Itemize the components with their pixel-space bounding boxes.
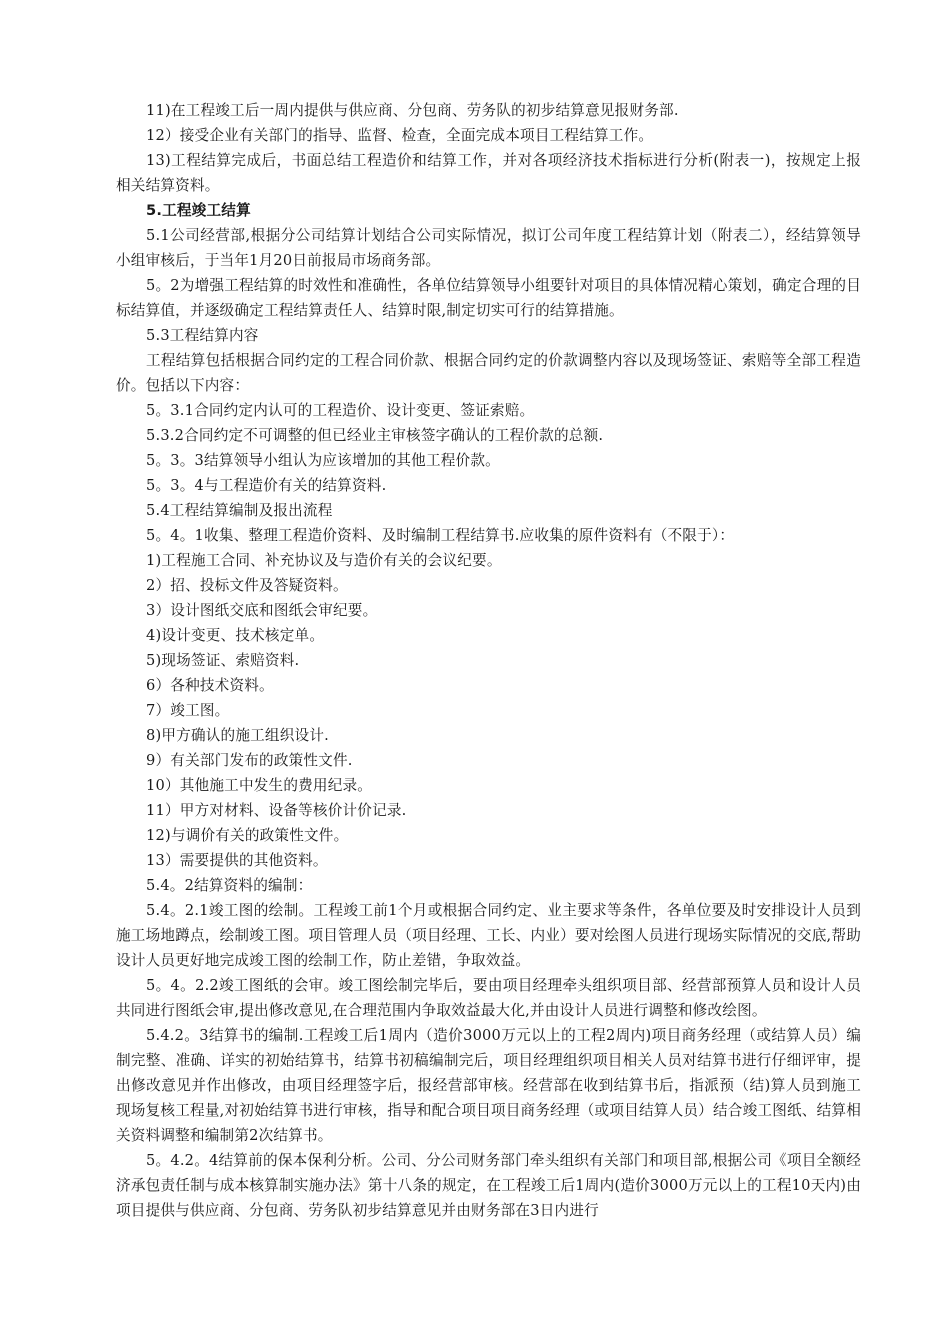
subsection-title: 5.4。2结算资料的编制： — [146, 877, 313, 894]
subsection-title: 5.3工程结算内容 — [146, 327, 259, 344]
paragraph: 5。2为增强工程结算的时效性和准确性，各单位结算领导小组要针对项目的具体情况精心策划，确定合理的目标结算值，并逐级确定工程结算责任人、结算时限,制定切实可行的结算措施。 — [116, 277, 861, 319]
list-item: 1)工程施工合同、补充协议及与造价有关的会议纪要。 — [146, 552, 502, 569]
list-item: 4)设计变更、技术核定单。 — [146, 627, 325, 644]
list-item: 7）竣工图。 — [146, 702, 230, 719]
list-item: 5。3。4与工程造价有关的结算资料. — [146, 477, 387, 494]
paragraph: 5.4。2.1竣工图的绘制。工程竣工前1个月或根据合同约定、业主要求等条件，各单位要及时安排设计人员到施工场地蹲点，绘制竣工图。项目管理人员（项目经理、工长、内业）要对绘图人员进行现场实际情况的交底,帮助设计人员更好地完成竣工图的绘制工作，防止差错，争取效益。 — [116, 902, 861, 969]
list-item: 6）各种技术资料。 — [146, 677, 274, 694]
list-item: 12)与调价有关的政策性文件。 — [146, 827, 349, 844]
document-body — [116, 98, 861, 1223]
list-item: 9）有关部门发布的政策性文件. — [146, 752, 353, 769]
paragraph: 5.1公司经营部,根据分公司结算计划结合公司实际情况，拟订公司年度工程结算计划（附表二），经结算领导小组审核后，于当年1月20日前报局市场商务部。 — [116, 227, 861, 269]
list-item: 3）设计图纸交底和图纸会审纪要。 — [146, 602, 378, 619]
list-item: 5)现场签证、索赔资料. — [146, 652, 300, 669]
paragraph: 5。4.2。4结算前的保本保利分析。公司、分公司财务部门牵头组织有关部门和项目部,根据公司《项目全额经济承包责任制与成本核算制实施办法》第十八条的规定，在工程竣工后1周内(造价3000万元以上的工程10天内)由项目提供与供应商、分包商、劳务队初步结算意见并由财务部在3日内进行 — [116, 1152, 861, 1219]
paragraph: 工程结算包括根据合同约定的工程合同价款、根据合同约定的价款调整内容以及现场签证、索赔等全部工程造价。包括以下内容： — [116, 352, 861, 394]
paragraph: 12）接受企业有关部门的指导、监督、检查，全面完成本项目工程结算工作。 — [146, 127, 654, 144]
list-item: 10）其他施工中发生的费用纪录。 — [146, 777, 373, 794]
list-item: 8)甲方确认的施工组织设计. — [146, 727, 329, 744]
list-item: 5。3。3结算领导小组认为应该增加的其他工程价款。 — [146, 452, 500, 469]
list-item: 5.3.2合同约定不可调整的但已经业主审核签字确认的工程价款的总额. — [146, 427, 604, 444]
list-item: 11）甲方对材料、设备等核价计价记录. — [146, 802, 407, 819]
paragraph: 13)工程结算完成后，书面总结工程造价和结算工作，并对各项经济技术指标进行分析(附表一)，按规定上报相关结算资料。 — [116, 152, 861, 194]
list-item: 2）招、投标文件及答疑资料。 — [146, 577, 348, 594]
paragraph: 11)在工程竣工后一周内提供与供应商、分包商、劳务队的初步结算意见报财务部. — [146, 102, 679, 119]
list-item: 5。3.1合同约定内认可的工程造价、设计变更、签证索赔。 — [146, 402, 535, 419]
paragraph: 5.4.2。3结算书的编制.工程竣工后1周内（造价3000万元以上的工程2周内)项目商务经理（或结算人员）编制完整、准确、详实的初始结算书，结算书初稿编制完后，项目经理组织项目相关人员对结算书进行仔细评审，提出修改意见并作出修改，由项目经理签字后，报经营部审核。经营部在收到结算书后，指派预（结)算人员到施工现场复核工程量,对初始结算书进行审核，指导和配合项目项目商务经理（或项目结算人员）结合竣工图纸、结算相关资料调整和编制第2次结算书。 — [116, 1027, 861, 1144]
paragraph: 5。4。1收集、整理工程造价资料、及时编制工程结算书.应收集的原件资料有（不限于）： — [146, 527, 735, 544]
paragraph: 5。4。2.2竣工图纸的会审。竣工图绘制完毕后，要由项目经理牵头组织项目部、经营部预算人员和设计人员共同进行图纸会审,提出修改意见,在合理范围内争取效益最大化,并由设计人员进行调整和修改绘图。 — [116, 977, 861, 1019]
section-heading: 5.工程竣工结算 — [146, 202, 251, 219]
subsection-title: 5.4工程结算编制及报出流程 — [146, 502, 333, 519]
list-item: 13）需要提供的其他资料。 — [146, 852, 328, 869]
